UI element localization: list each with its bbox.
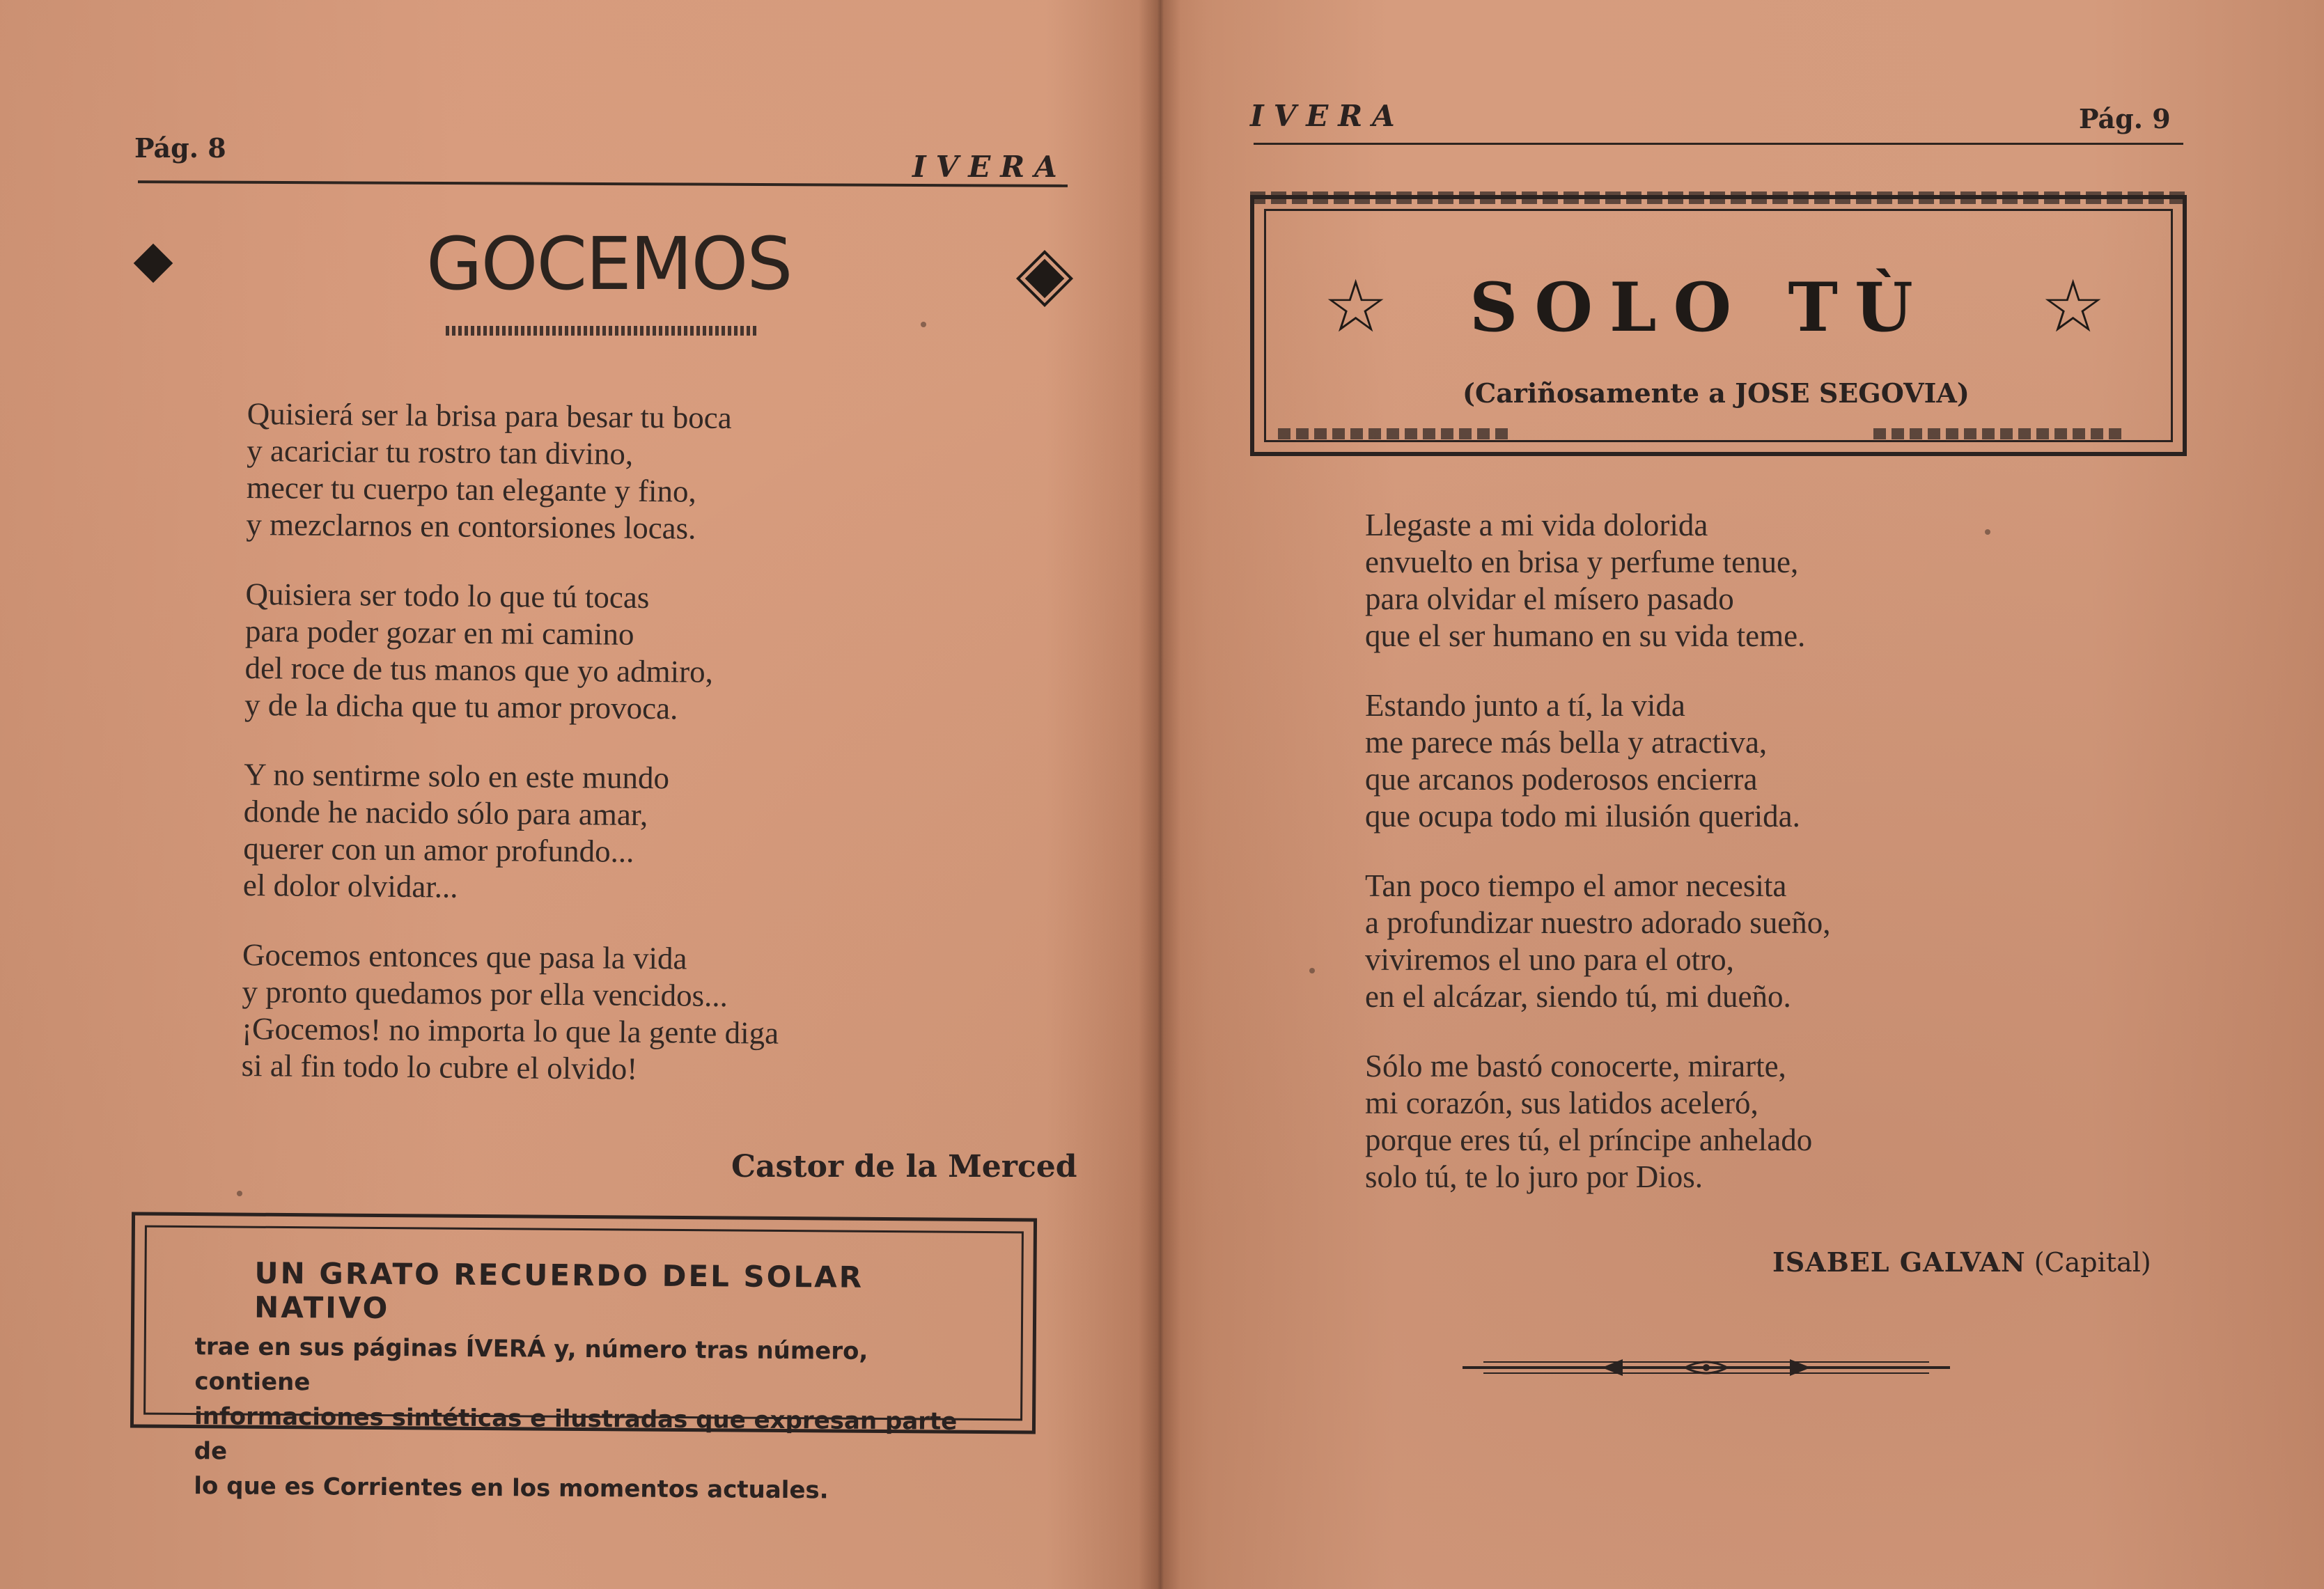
poem-line: Y no sentirme solo en este mundo xyxy=(244,756,670,796)
poem-line: para poder gozar en mi camino xyxy=(244,613,634,652)
poem-line: Estando junto a tí, la vida xyxy=(1365,688,1685,723)
poem-line: para olvidar el mísero pasado xyxy=(1365,581,1734,616)
poem-line: Sólo me bastó conocerte, mirarte, xyxy=(1365,1049,1786,1083)
poem-line: que arcanos poderosos encierra xyxy=(1365,762,1758,797)
poem-line: querer con un amor profundo... xyxy=(243,830,634,869)
frame-bottom-ornament xyxy=(1278,428,1508,439)
star-outline-icon: ☆ xyxy=(1323,264,1389,349)
stanza xyxy=(246,396,784,548)
closing-ornament-icon xyxy=(1463,1358,1950,1377)
magazine-name: IVERA xyxy=(1250,99,1405,133)
poem-line: envuelto en brisa y perfume tenue, xyxy=(1365,545,1799,579)
poem-line: donde he nacido sólo para amar, xyxy=(243,793,648,833)
poem-line: que ocupa todo mi ilusión querida. xyxy=(1365,799,1800,833)
left-page xyxy=(0,0,1149,1589)
stanza xyxy=(1365,507,1831,655)
poem-line: y pronto quedamos por ella vencidos... xyxy=(242,973,728,1014)
magazine-name: IVERA xyxy=(912,150,1067,184)
stanza xyxy=(243,756,781,909)
advertisement-box xyxy=(130,1212,1037,1505)
paper-speck xyxy=(921,322,926,327)
stanza xyxy=(244,576,783,728)
advertisement-inner xyxy=(143,1226,1024,1505)
poem-line: mi corazón, sus latidos aceleró, xyxy=(1365,1086,1758,1120)
poem-line: Quisiera ser todo lo que tú tocas xyxy=(245,576,650,616)
ad-line: trae en sus páginas ÍVERÁ y, número tras número, contiene xyxy=(194,1333,868,1397)
poem-line: a profundizar nuestro adorado sueño, xyxy=(1365,905,1831,940)
right-page xyxy=(1177,0,2324,1589)
frame-bottom-ornament xyxy=(1873,428,2124,439)
poem-line: si al fin todo lo cubre el olvido! xyxy=(241,1047,638,1086)
poem-signature xyxy=(1772,1246,2151,1278)
poem-line: Quisierá ser la brisa para besar tu boca xyxy=(247,396,732,436)
diamond-ornament-icon xyxy=(1025,259,1065,299)
frame-top-ornament xyxy=(1250,191,2187,204)
stanza xyxy=(1365,687,1831,835)
ad-body xyxy=(194,1329,986,1509)
author-name: ISABEL GALVAN xyxy=(1772,1246,2026,1278)
stanza xyxy=(241,937,779,1089)
poem-line: viviremos el uno para el otro, xyxy=(1365,942,1734,977)
poem-line: mecer tu cuerpo tan elegante y fino, xyxy=(246,469,696,509)
ad-heading: UN GRATO RECUERDO DEL SOLAR NATIVO xyxy=(254,1255,864,1326)
poem-line: Gocemos entonces que pasa la vida xyxy=(242,937,687,976)
poem-line: en el alcázar, siendo tú, mi dueño. xyxy=(1365,979,1791,1014)
poem-line: y mezclarnos en contorsiones locas. xyxy=(246,506,696,546)
poem-line: y acariciar tu rostro tan divino, xyxy=(247,432,634,471)
diamond-ornament-icon xyxy=(134,244,173,283)
poem-line: Tan poco tiempo el amor necesita xyxy=(1365,868,1787,903)
header-rule xyxy=(1254,143,2183,145)
paper-speck xyxy=(237,1191,242,1196)
poem-line: del roce de tus manos que yo admiro, xyxy=(244,650,714,689)
paper-speck xyxy=(1309,968,1315,973)
ad-line: informaciones sintéticas e ilustradas que expresan parte de xyxy=(194,1402,958,1466)
poem-dedication: (Cariñosamente a JOSE SEGOVIA) xyxy=(1463,377,1970,409)
star-outline-icon: ☆ xyxy=(2041,264,2106,349)
poem-author: Castor de la Merced xyxy=(731,1149,1077,1184)
poem-line: y de la dicha que tu amor provoca. xyxy=(244,687,678,726)
poem-line: Llegaste a mi vida dolorida xyxy=(1365,508,1708,542)
title-underline-ornament xyxy=(446,326,759,336)
poem-line: que el ser humano en su vida teme. xyxy=(1365,618,1806,653)
poem-line: el dolor olvidar... xyxy=(242,867,458,905)
poem-line: porque eres tú, el príncipe anhelado xyxy=(1365,1122,1813,1157)
poem-line: solo tú, te lo juro por Dios. xyxy=(1365,1159,1703,1194)
stanza xyxy=(1365,868,1831,1015)
poem-body xyxy=(1365,507,1831,1228)
closing-ornament xyxy=(1463,1358,1950,1377)
poem-title: GOCEMOS xyxy=(426,221,792,306)
page-number: Pág. 8 xyxy=(134,132,226,164)
author-place: (Capital) xyxy=(2034,1247,2151,1278)
stanza xyxy=(1365,1048,1831,1196)
page-number: Pág. 9 xyxy=(2079,103,2171,134)
poem-body xyxy=(241,396,784,1122)
ad-line: lo que es Corrientes en los momentos actuales. xyxy=(194,1472,829,1505)
poem-line: me parece más bella y atractiva, xyxy=(1365,725,1768,760)
poem-title: SOLO TÙ xyxy=(1469,268,1930,347)
poem-line: ¡Gocemos! no importa lo que la gente diga xyxy=(241,1010,779,1051)
paper-speck xyxy=(1985,529,1990,535)
